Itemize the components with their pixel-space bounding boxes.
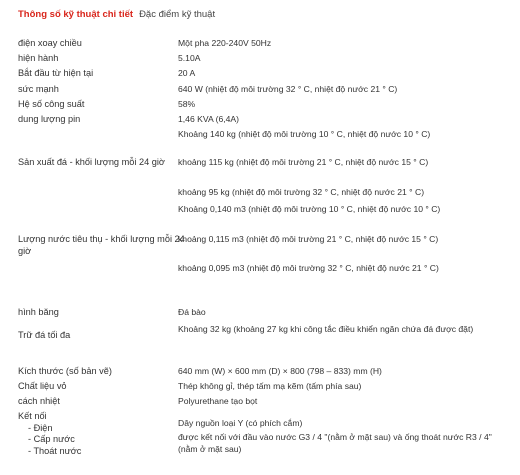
spec-label: Trữ đá tối đa [18, 330, 71, 340]
spec-label: Lượng nước tiêu thụ - khối lượng mỗi 24 giờ [18, 234, 185, 256]
spec-value: Khoảng 140 kg (nhiệt độ môi trường 10 ° C, nhiệt độ nước 10 ° C) [178, 129, 431, 139]
spec-label: Sản xuất đá - khối lượng mỗi 24 giờ [18, 157, 165, 167]
spec-value: Một pha 220-240V 50Hz [178, 38, 272, 48]
spec-value: Khoảng 0,140 m3 (nhiệt độ môi trường 10 ° C, nhiệt độ nước 10 ° C) [178, 204, 441, 214]
spec-value: Đá bào [178, 307, 206, 317]
spec-value: khoảng 115 kg (nhiệt độ môi trường 21 ° C, nhiệt độ nước 15 ° C) [178, 157, 429, 167]
spec-value: khoảng 95 kg (nhiệt độ môi trường 32 ° C, nhiệt độ nước 21 ° C) [178, 187, 425, 197]
spec-label: điện xoay chiều [18, 38, 82, 48]
spec-label: hình băng [18, 307, 59, 317]
spec-value: được kết nối với đầu vào nước G3 / 4 "(nằm ở mặt sau) và ống thoát nước R3 / 4" (nằm ở mặt sau) [178, 432, 492, 454]
spec-value: 640 W (nhiệt độ môi trường 32 ° C, nhiệt độ nước 21 ° C) [178, 84, 398, 94]
spec-value: 640 mm (W) × 600 mm (D) × 800 (798 – 833) mm (H) [178, 366, 382, 376]
tab-detailed-specs[interactable]: Thông số kỹ thuật chi tiết [18, 9, 134, 20]
spec-label: dung lượng pin [18, 114, 81, 124]
spec-label-group [18, 411, 186, 457]
tab-bar [18, 9, 215, 20]
spec-value: Polyurethane tạo bọt [178, 396, 258, 406]
spec-label: Kích thước (số bản vẽ) [18, 366, 112, 376]
spec-value: khoảng 0,115 m3 (nhiệt độ môi trường 21 ° C, nhiệt độ nước 15 ° C) [178, 234, 439, 244]
spec-value: Dây nguồn loại Y (có phích cắm) [178, 418, 303, 428]
spec-label: Chất liệu vỏ [18, 381, 67, 391]
spec-sub-label-electric: - Điện [28, 422, 53, 433]
spec-sub-label-water-supply: - Cấp nước [28, 434, 75, 444]
spec-label: Bắt đầu từ hiện tại [18, 68, 94, 78]
spec-value: 1,46 KVA (6,4A) [178, 114, 239, 124]
spec-value: khoảng 0,095 m3 (nhiệt độ môi trường 32 ° C, nhiệt độ nước 21 ° C) [178, 263, 439, 273]
spec-label: sức mạnh [18, 84, 59, 94]
spec-label: cách nhiệt [18, 396, 60, 406]
tab-features[interactable]: Đặc điểm kỹ thuật [139, 9, 216, 20]
spec-value: 58% [178, 99, 196, 109]
spec-label: Kết nối [18, 411, 47, 421]
spec-value: Khoảng 32 kg (khoảng 27 kg khi công tắc điều khiển ngăn chứa đá được đặt) [178, 324, 474, 334]
spec-value: Thép không gỉ, thép tấm mạ kẽm (tấm phía sau) [178, 381, 362, 391]
spec-value: 20 A [178, 68, 196, 78]
spec-label: hiện hành [18, 53, 59, 63]
spec-value: 5.10A [178, 53, 201, 63]
spec-label: Hệ số công suất [18, 99, 85, 109]
spec-sub-label-drain: - Thoát nước [28, 445, 82, 456]
